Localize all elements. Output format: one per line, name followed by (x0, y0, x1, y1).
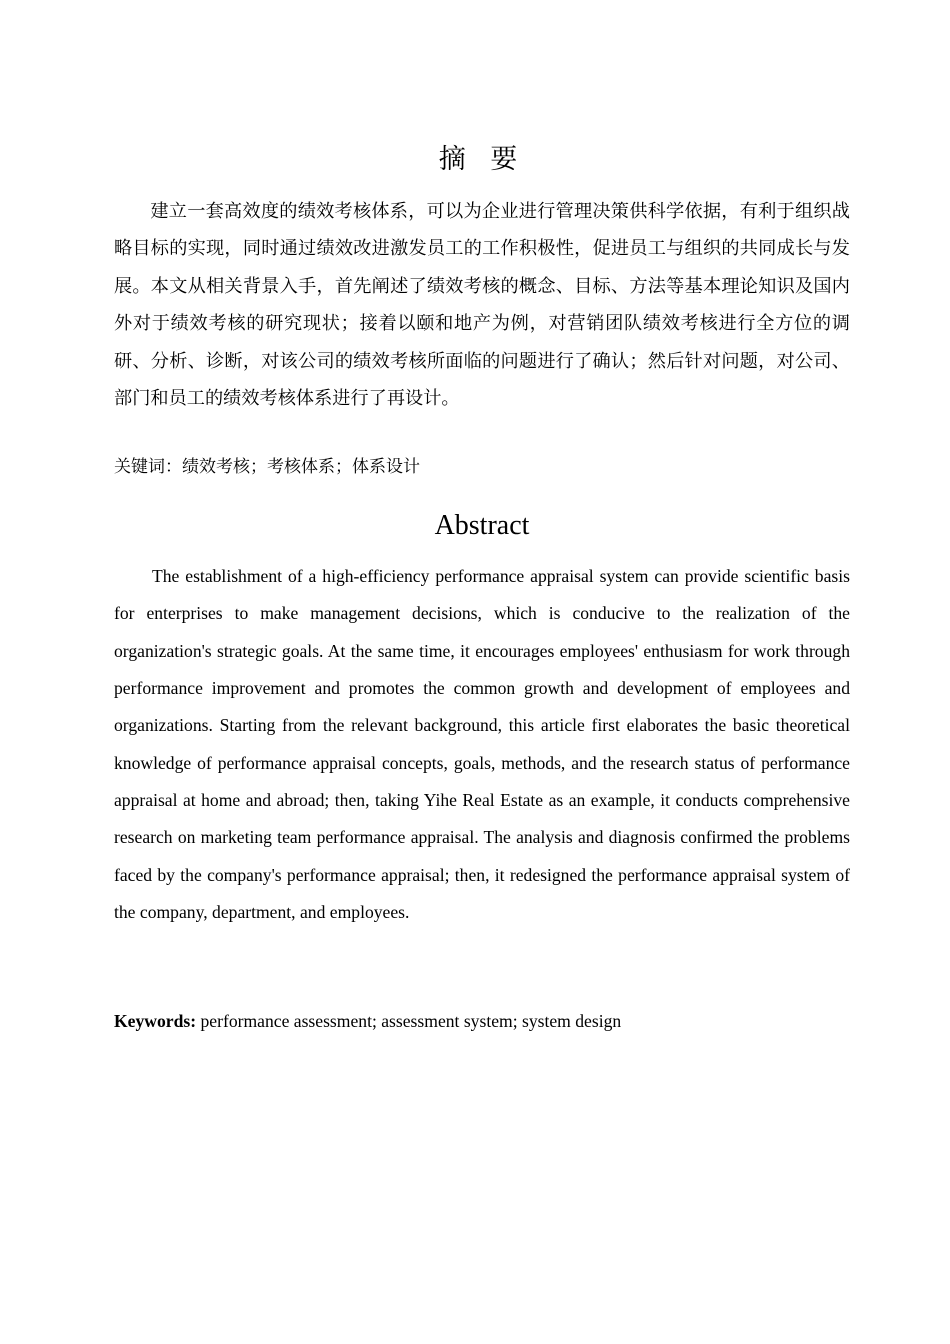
chinese-keywords-text: 绩效考核；考核体系；体系设计 (182, 457, 420, 477)
english-abstract-body: The establishment of a high-efficiency performance appraisal system can provide scientific basis for enterprises to make management decisions, which is conducive to the realization of the organization's strategic goals. At the same time, it encourages employees' enthusiasm for work through performance improvement and promotes the common growth and development of employees and organizations. Starting from the relevant background, this article first elaborates the basic theoretical knowledge of performance appraisal concepts, goals, methods, and the research status of performance appraisal at home and abroad; then, taking Yihe Real Estate as an example, it conducts comprehensive research on marketing team performance appraisal. The analysis and diagnosis confirmed the problems faced by the company's performance appraisal; then, it redesigned the performance appraisal system of the company, department, and employees. (114, 566, 850, 923)
chinese-abstract-body: 建立一套高效度的绩效考核体系，可以为企业进行管理决策供科学依据，有利于组织战略目标的实现，同时通过绩效改进激发员工的工作积极性，促进员工与组织的共同成长与发展。本文从相关背景入手，首先阐述了绩效考核的概念、目标、方法等基本理论知识及国内外对于绩效考核的研究现状；接着以颐和地产为例，对营销团队绩效考核进行全方位的调研、分析、诊断，对该公司的绩效考核所面临的问题进行了确认；然后针对问题，对公司、部门和员工的绩效考核体系进行了再设计。 (114, 201, 850, 410)
english-keywords-label: Keywords: (114, 1011, 197, 1031)
chinese-keywords (114, 450, 850, 484)
chinese-abstract-title: 摘 要 (438, 144, 526, 175)
english-abstract-title: Abstract (434, 510, 530, 541)
english-keywords (114, 1004, 850, 1038)
chinese-keywords-label: 关键词： (114, 457, 182, 477)
english-keywords-text: performance assessment; assessment system; system design (196, 1011, 622, 1031)
